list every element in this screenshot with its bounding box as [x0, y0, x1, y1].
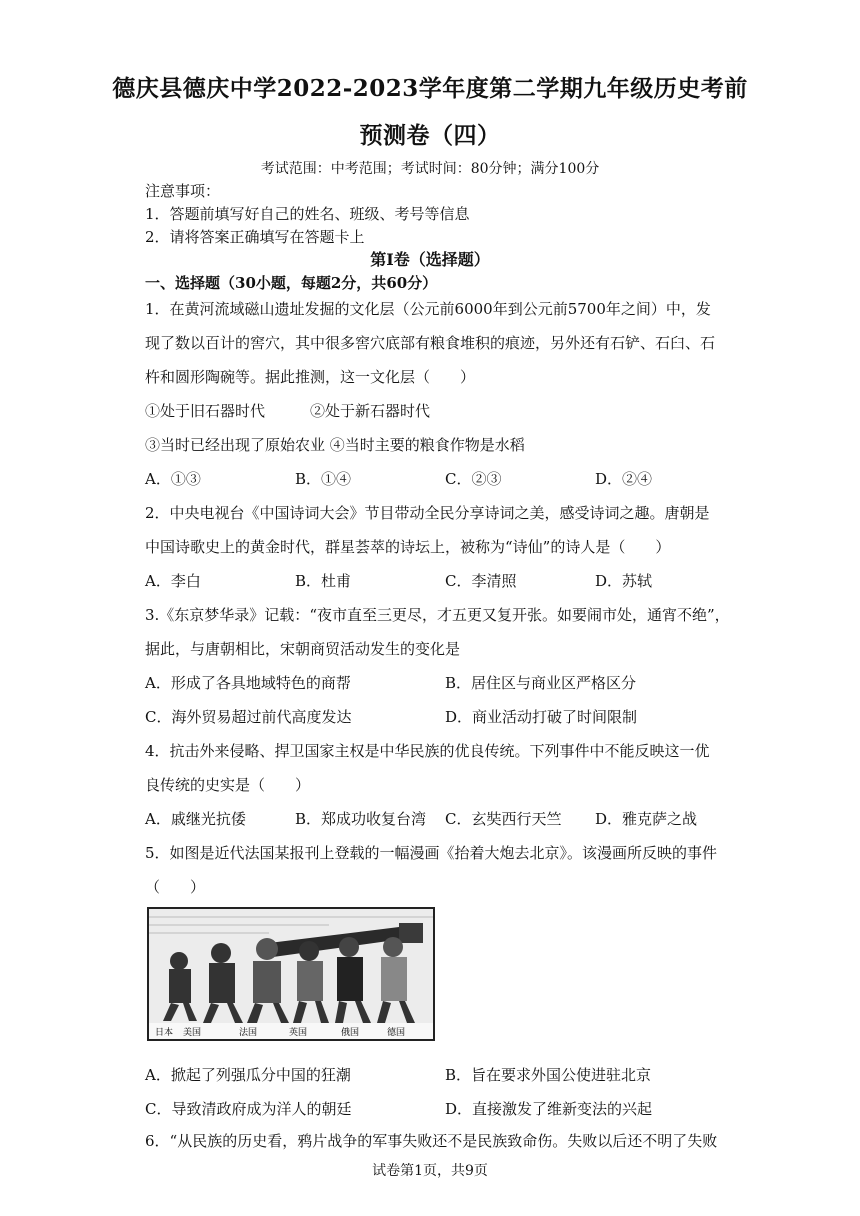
notes-heading: 注意事项：: [145, 182, 221, 200]
question-text: 中国诗歌史上的黄金时代，群星荟萃的诗坛上，被称为“诗仙”的诗人是（ ）: [145, 538, 671, 556]
question-text: 4．抗击外来侵略、捍卫国家主权是中华民族的优良传统。下列事件中不能反映这一优: [145, 742, 710, 760]
statement: ②处于新石器时代: [310, 402, 431, 420]
question-text: 3.《东京梦华录》记载：“夜市直至三更尽，才五更又复开张。如要闹市处，通宵不绝”，: [145, 606, 730, 624]
option-b[interactable]: B．①④: [295, 470, 352, 488]
option-b[interactable]: B．郑成功收复台湾: [295, 810, 427, 828]
figure-label: 法国: [239, 1028, 258, 1038]
option-b[interactable]: B．旨在要求外国公使进驻北京: [445, 1066, 652, 1084]
question-text: 5．如图是近代法国某报刊上登载的一幅漫画《抬着大炮去北京》。该漫画所反映的事件: [145, 844, 718, 862]
option-c[interactable]: C．李清照: [445, 572, 517, 590]
note-item: 2．请将答案正确填写在答题卡上: [145, 228, 365, 246]
option-a[interactable]: A．掀起了列强瓜分中国的狂潮: [145, 1066, 351, 1084]
cartoon-illustration: [149, 909, 433, 1039]
option-d[interactable]: D．②④: [595, 470, 653, 488]
option-a[interactable]: A．戚继光抗倭: [145, 810, 246, 828]
question-text: 据此，与唐朝相比，宋朝商贸活动发生的变化是: [145, 640, 461, 658]
exam-info: 考试范围：中考范围；考试时间：80分钟；满分100分: [260, 161, 600, 177]
question-text: 良传统的史实是（ ）: [145, 776, 311, 794]
question-text: 1．在黄河流域磁山遗址发掘的文化层（公元前6000年到公元前5700年之间）中，发: [145, 300, 711, 318]
exam-title-line2: 预测卷（四）: [359, 122, 501, 149]
option-a[interactable]: A．李白: [145, 572, 201, 590]
option-d[interactable]: D．雅克萨之战: [595, 810, 698, 828]
note-item: 1．答题前填写好自己的姓名、班级、考号等信息: [145, 205, 470, 223]
question-text: 杵和圆形陶碗等。据此推测，这一文化层（ ）: [145, 368, 476, 386]
figure-label: 日本: [155, 1028, 174, 1038]
option-c[interactable]: C．②③: [445, 470, 502, 488]
cartoon-figure: [147, 907, 435, 1041]
option-a[interactable]: A．①③: [145, 470, 201, 488]
option-d[interactable]: D．直接激发了维新变法的兴起: [445, 1100, 653, 1118]
page-footer: 试卷第1页，共9页: [372, 1163, 488, 1179]
figure-label: 俄国: [341, 1028, 360, 1038]
option-c[interactable]: C．玄奘西行天竺: [445, 810, 562, 828]
option-b[interactable]: B．杜甫: [295, 572, 352, 590]
statement: ③当时已经出现了原始农业 ④当时主要的粮食作物是水稻: [145, 436, 525, 454]
figure-label: 德国: [387, 1028, 406, 1038]
question-text: （ ）: [145, 878, 206, 896]
option-a[interactable]: A．形成了各具地域特色的商帮: [145, 674, 351, 692]
option-d[interactable]: D．商业活动打破了时间限制: [445, 708, 638, 726]
question-text: 6．“从民族的历史看，鸦片战争的军事失败还不是民族致命伤。失败以后还不明了失败: [145, 1132, 718, 1150]
part-title: 一、选择题（30小题，每题2分，共60分）: [145, 274, 438, 292]
figure-label: 美国: [183, 1028, 202, 1038]
question-text: 2．中央电视台《中国诗词大会》节目带动全民分享诗词之美，感受诗词之趣。唐朝是: [145, 504, 710, 522]
volume-title: 第I卷（选择题）: [370, 250, 490, 269]
option-c[interactable]: C．海外贸易超过前代高度发达: [145, 708, 352, 726]
figure-label: 英国: [289, 1028, 308, 1038]
option-b[interactable]: B．居住区与商业区严格区分: [445, 674, 637, 692]
exam-title-line1: 德庆县德庆中学2022-2023学年度第二学期九年级历史考前: [112, 75, 748, 102]
question-text: 现了数以百计的窖穴，其中很多窖穴底部有粮食堆积的痕迹，另外还有石铲、石臼、石: [145, 334, 716, 352]
statement: ①处于旧石器时代: [145, 402, 266, 420]
option-c[interactable]: C．导致清政府成为洋人的朝廷: [145, 1100, 352, 1118]
option-d[interactable]: D．苏轼: [595, 572, 653, 590]
